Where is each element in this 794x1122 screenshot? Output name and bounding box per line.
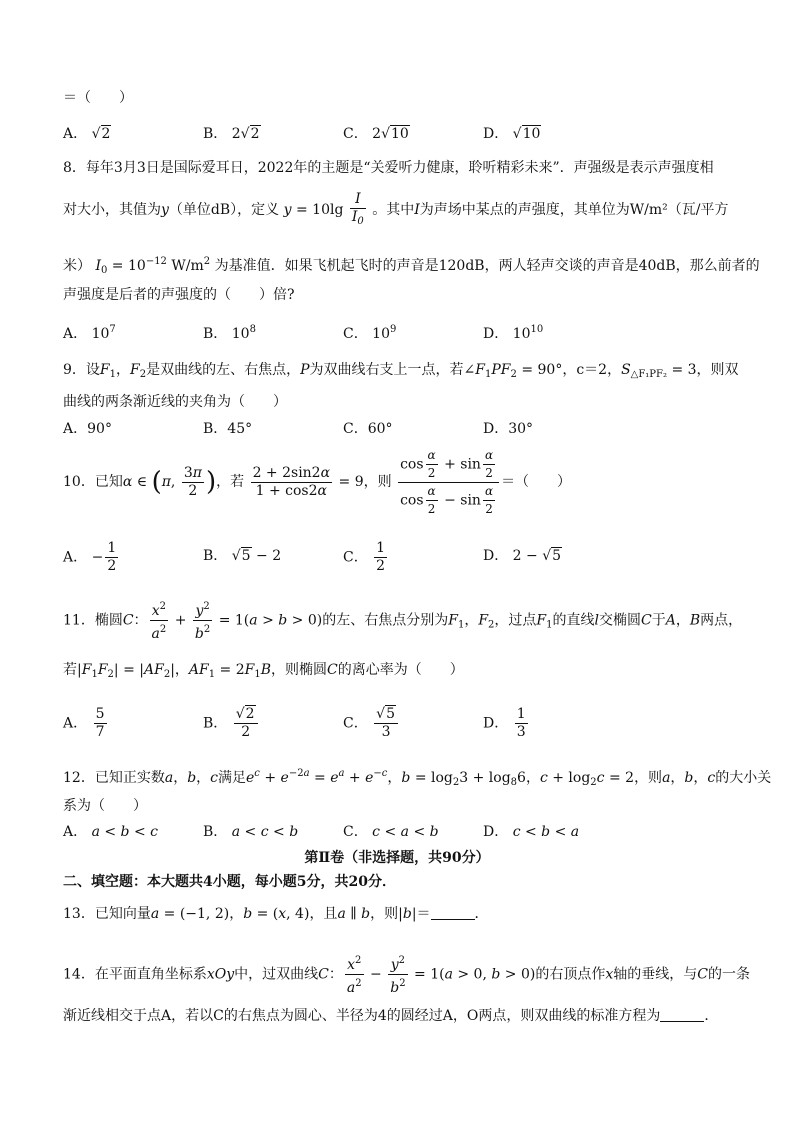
q8-option-a: A． $10^7$ [63,324,116,342]
q13-answer-blank[interactable] [431,905,475,920]
q9-option-d: D．30° [483,421,534,437]
q8-option-d: D． $10^{10}$ [483,324,544,342]
q9-option-a: A．90° [63,421,112,437]
q12-option-b: B． a < c < b [203,824,299,840]
part2-title: 第Ⅱ卷（非选择题，共90分） [304,850,490,866]
q8-option-c: C． $10^9$ [343,324,397,342]
q7-option-a: A． √2 [63,126,111,142]
q7-option-d: D． √10 [483,126,541,142]
q11-option-b: B． $\frac{√2}{2}$ [203,706,260,741]
q12-line2: 系为（ ） [63,798,147,814]
q11-line1: 11．椭圆C： $\frac{x^2}{a^2}$ + $\frac{y^2}{b^2}$ = 1(a > b > 0)的左、右焦点分别为$F_1$，$F_2$，过点$F_1$的直线l交椭圆C于A，B两点， [63,598,742,646]
q8-line4: 声强度是后者的声强度的（ ）倍? [63,287,295,303]
q12-option-d: D． c < b < a [483,824,580,840]
q8-line2: 对大小，其值为y（单位dB），定义 y = 10lg $\frac{I}{I_0}$ 。其中I为声场中某点的声强度，其单位为W/m²（瓦/平方 [63,190,729,227]
q14-answer-blank[interactable] [660,1007,704,1022]
q10-option-b: B． √5 − 2 [203,548,282,564]
q7-option-c: C． 2√10 [343,126,409,142]
q7-tail: ＝（ ） [63,90,133,106]
q14-line2: 渐近线相交于点A，若以C的右焦点为圆心、半径为4的圆经过A，O两点，则双曲线的标准方程为 ． [63,1008,719,1024]
q14-line1: 14．在平面直角坐标系xOy中，过双曲线C： $\frac{x^2}{a^2}$ − $\frac{y^2}{b^2}$ = 1(a > 0, b > 0)的右顶点作x轴的垂线，与C的一条 [63,952,750,997]
q10-line: 10．已知α ∈ (π, $\frac{3\pi}{2}$ )，若 $\frac{2 + 2\sin 2\alpha}{1 + \cos 2\alpha}$ = 9，则 cos $\frac{\alpha}{2}$ + sin $\frac{\alpha}{2}$ cos $\frac{\alpha}{2}$ − sin $\frac{\alpha}{2}$ ＝（ ） [63,447,572,516]
q11-option-a: A． $\frac{5}{7}$ [63,706,105,740]
q9-line1: 9．设$F_1$，$F_2$是双曲线的左、右焦点，P为双曲线右支上一点，若$\angle F_1PF_2 = 90^\circ$，c＝2，$S_{\triangle F_1PF_2} = 3$，则双 [63,362,739,380]
q8-line3: 米） $I_0 = 10^{-12}$ $W/m^2$ 为基准值．如果飞机起飞时的声音是120dB，两人轻声交谈的声音是40dB，那么前者的 [63,256,760,276]
q10-option-d: D． 2 − √5 [483,548,562,564]
q9-option-b: B．45° [203,421,253,437]
q12-option-a: A． a < b < c [63,824,158,840]
q7-option-b: B． 2√2 [203,126,260,142]
q11-option-c: C． $\frac{√5}{3}$ [343,706,400,741]
q11-line2: 若$|F_1F_2| = |AF_2|$，$AF_1 = 2F_1B$，则椭圆C的离心率为（ ） [63,662,464,680]
q8-line1: 8．每年3月3日是国际爱耳日，2022年的主题是“关爱听力健康，聆听精彩未来”．声强级是表示声强度相 [63,160,714,176]
q10-option-a: A． − $\frac{1}{2}$ [63,540,117,574]
q13-line: 13．已知向量a = (−1, 2)，b = (x, 4)，且a ∥ b，则|b|＝ ． [63,906,489,922]
q11-option-d: D． $\frac{1}{3}$ [483,706,526,740]
q9-option-c: C．60° [343,421,393,437]
q12-line1: 12．已知正实数a，b，c满足$e^c + e^{-2a} = e^a + e^{-c}$，$b = \log_23 + \log_86$，$c + \log_2c = 2$，则a，b，c的大小关 [63,768,772,788]
q12-option-c: C． c < a < b [343,824,439,840]
section-heading: 二、填空题：本大题共4小题，每小题5分，共20分． [63,874,396,890]
q9-line2: 曲线的两条渐近线的夹角为（ ） [63,394,287,410]
q10-option-c: C． $\frac{1}{2}$ [343,540,386,574]
q8-option-b: B． $10^8$ [203,324,256,342]
